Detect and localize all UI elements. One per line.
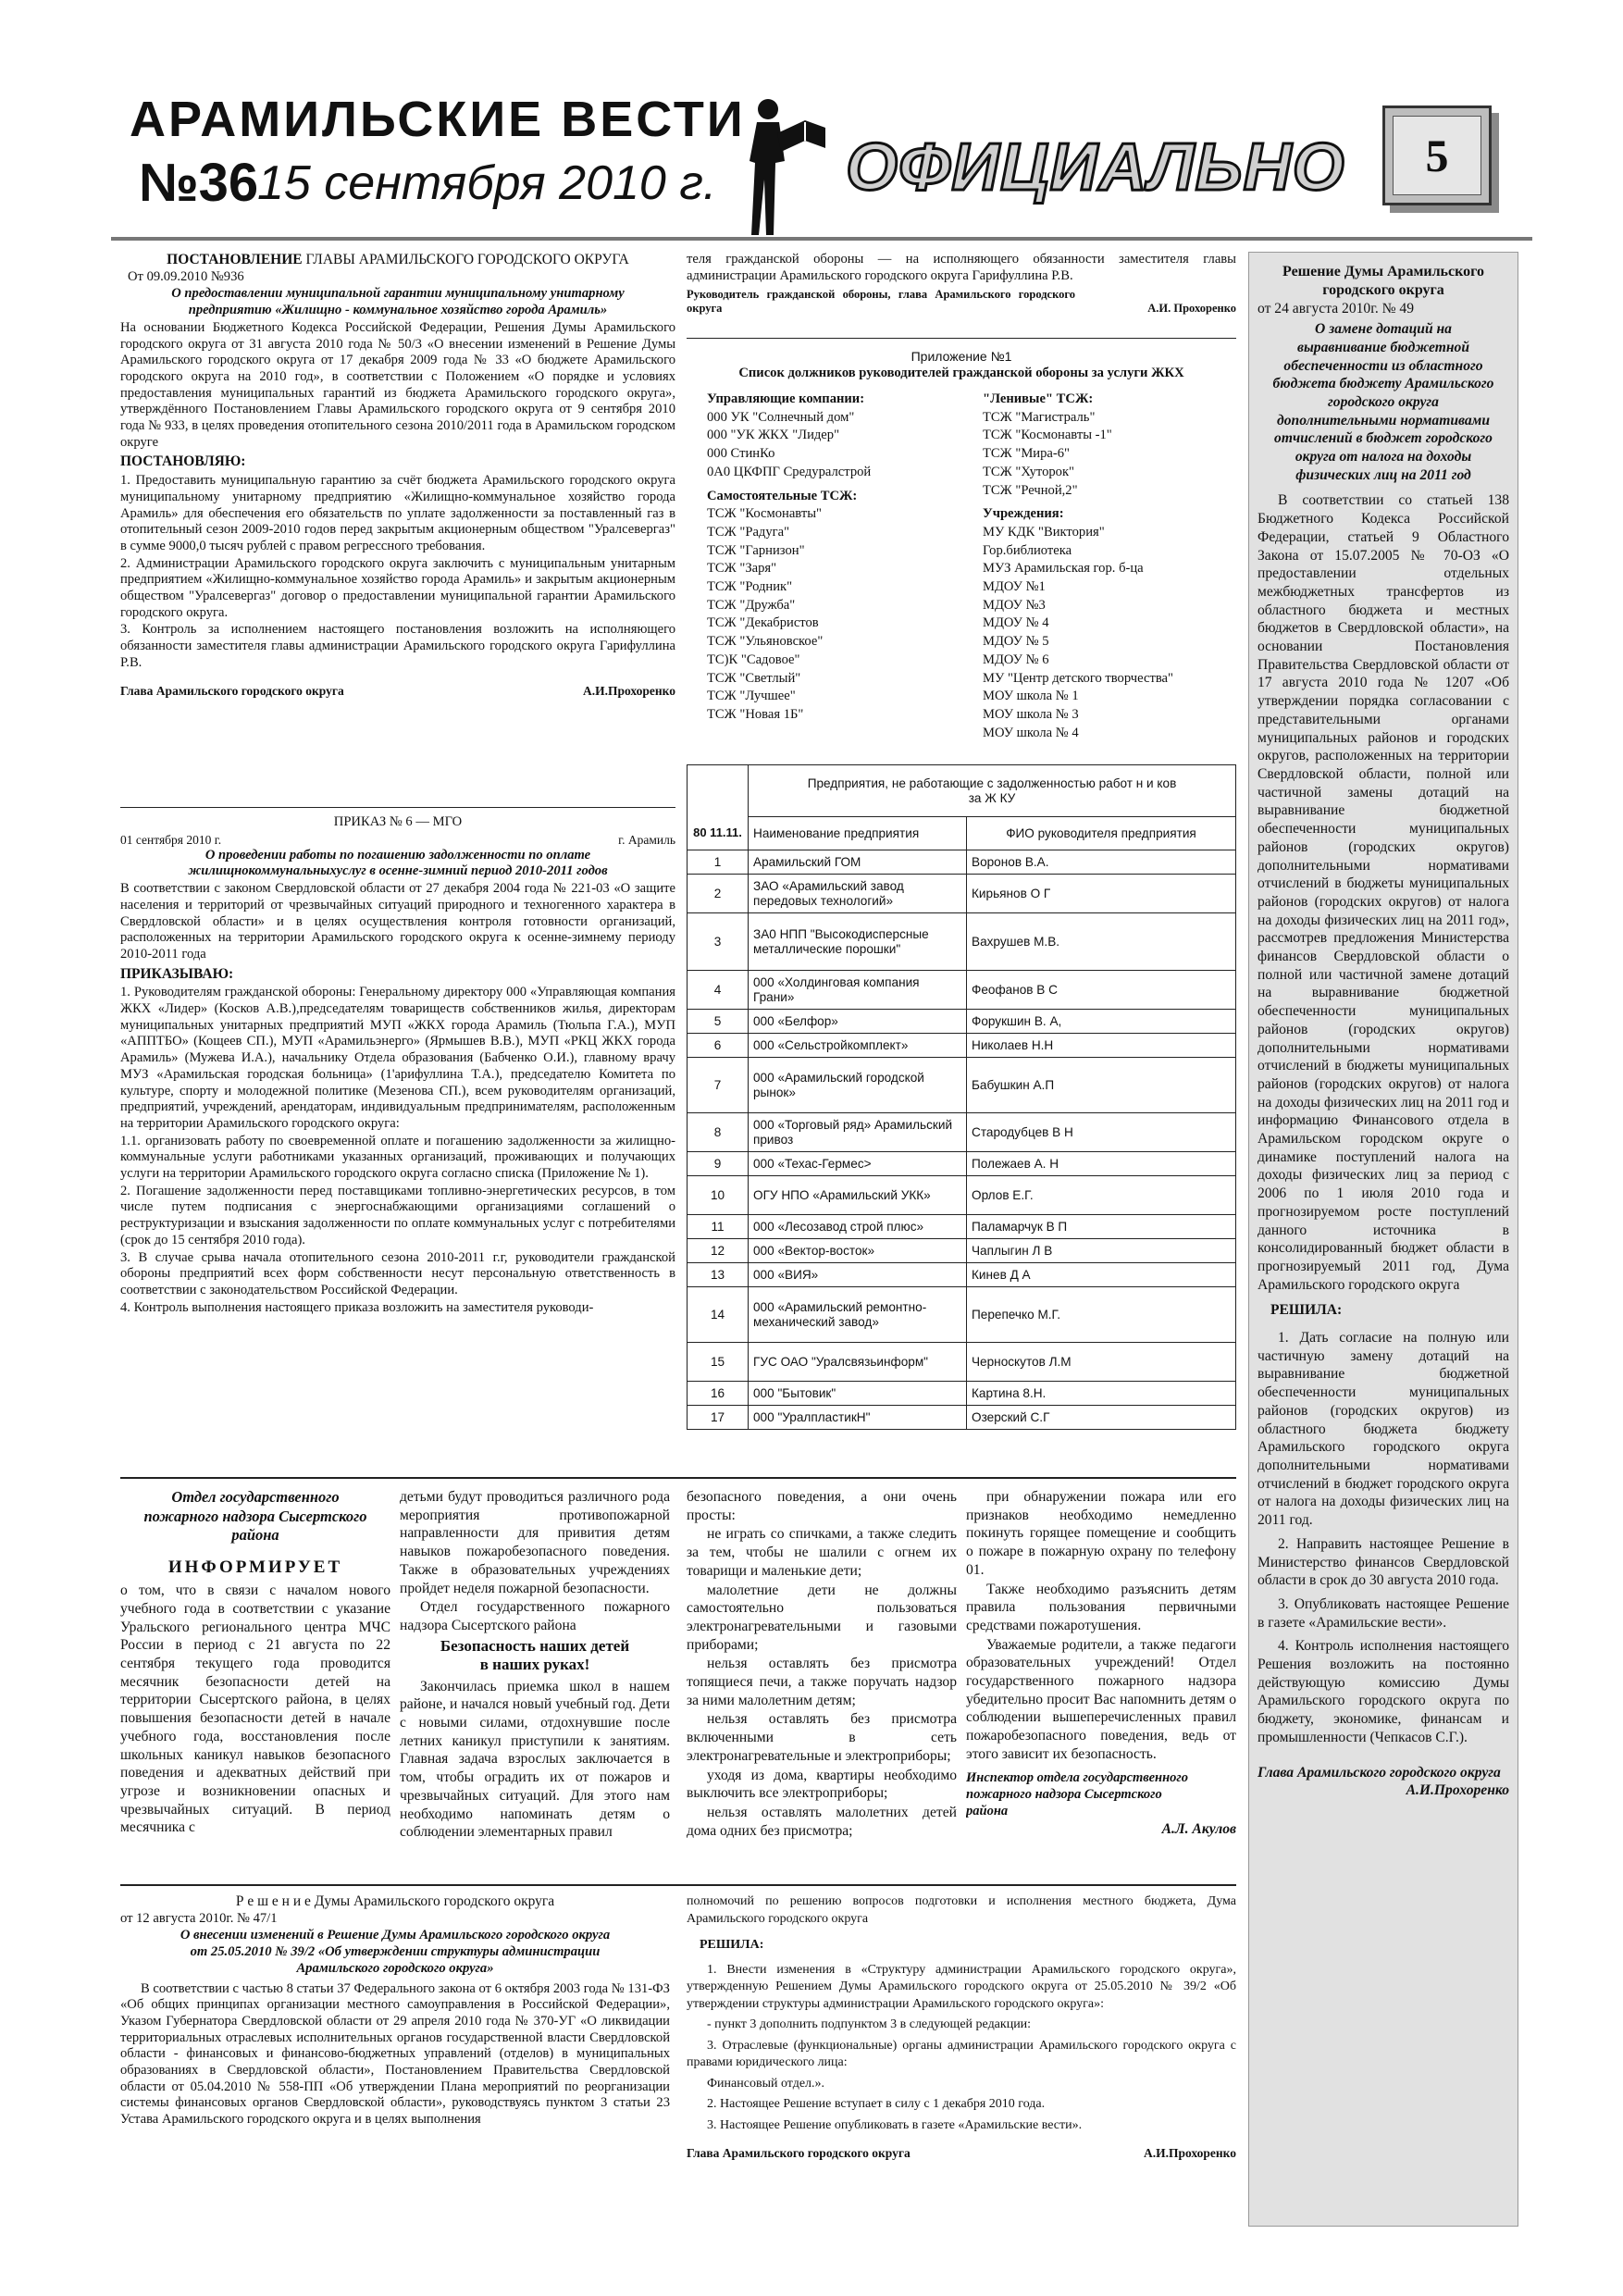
doc-signature: Глава Арамильского городского округа А.И.Прохоренко [687, 2146, 1236, 2160]
fire-org: Отдел государственного пожарного надзора Сысертского района [143, 1488, 367, 1544]
table-row [688, 1176, 1236, 1215]
doc-item: 3. В случае срыва начала отопительного сезона 2010-2011 г.г, руководители гражданской обороны предприятий всех форм собственности несут персональную ответственность в соответствии с законодательством Российской Федерации. [120, 1249, 675, 1297]
section-header [846, 130, 1345, 205]
doc-item: 1. Предоставить муниципальную гарантию за счёт бюджета Арамильского городского округа муниципальному унитарному предприятию «Жилищно-коммунальное хозяйство города Арамиль» для обеспечения его обязательств по уплате задолженности за поставленный газ в отопительный сезон 2009-2010 годов перед закрытым акционерным обществом "Уралсевергаз" в сумме 9000,0 тысяч рублей с правом регрессного требования. [120, 473, 675, 553]
doc-item: - пункт 3 дополнить подпунктом 3 в следующей редакции: [707, 2017, 1032, 2031]
row-number: 4 [688, 971, 749, 1010]
order-6 [120, 814, 675, 1473]
resolution-936 [120, 252, 675, 798]
director-name: Стародубцев В Н [967, 1113, 1236, 1152]
doc-date-place: 01 сентября 2010 г. г. Арамиль [120, 832, 675, 847]
list-item: 000 "УК ЖКХ "Лидер" [707, 428, 840, 443]
director-name: Озерский С.Г [967, 1406, 1236, 1430]
newspaper-name: АРАМИЛЬСКИЕ ВЕСТИ [130, 92, 746, 147]
masthead-rule [111, 237, 1532, 241]
divider [120, 1477, 1236, 1479]
side-sign: Глава Арамильского городского округа А.И.Прохоренко [1258, 1764, 1509, 1799]
company-name: 000 «Техас-Гермес> [749, 1152, 967, 1176]
row-number: 13 [688, 1263, 749, 1287]
company-name: ГУС ОАО "Уралсвязьинформ" [749, 1343, 967, 1382]
list-item: ТСЖ "Дружба" [707, 597, 796, 613]
table-row [688, 1287, 1236, 1343]
fire-sign: Инспектор отдела государственного пожарного надзора Сысертского района [966, 1769, 1188, 1818]
side-decision-49 [1258, 263, 1509, 2215]
page-number: 5 [1425, 130, 1449, 181]
table-row [688, 1239, 1236, 1263]
appendix-title: Список должников руководителей гражданской обороны за услуги ЖКХ [738, 366, 1184, 380]
director-name: Бабушкин А.П [967, 1058, 1236, 1113]
list-item: ТСЖ "Космонавты" [707, 506, 822, 522]
row-number: 9 [688, 1152, 749, 1176]
row-number: 8 [688, 1113, 749, 1152]
director-name: Николаев Н.Н [967, 1034, 1236, 1058]
fire-text: Также необходимо разъяснить детям правила пользования первичными средствами пожаротушения. [966, 1581, 1236, 1633]
fire-rule: нельзя оставлять без присмотра включенными в сеть электронагревательные и электроприборы; [687, 1711, 957, 1764]
list-item: МДОУ №3 [983, 597, 1046, 613]
fire-headline: Безопасность наших детей в наших руках! [440, 1636, 630, 1673]
director-name: Феофанов В С [967, 971, 1236, 1010]
doc-subject: О проведении работы по погашению задолженности по оплате жилищнокоммунальныхуслуг в осенне-зимний период 2010-2011 годов [188, 847, 608, 879]
director-name: Форукшин В. А, [967, 1010, 1236, 1034]
list-item: ТС)К "Садовое" [707, 652, 800, 667]
row-number: 5 [688, 1010, 749, 1034]
side-body: В соответствии со статьей 138 Бюджетного Кодекса Российской Федерации, статьей 9 Областного Закона от 15.07.2005 № 70-ОЗ «О предоставлении отдельных межбюджетных трансфертов из областного бюджета и местных бюджетов в Свердловской области», на основании Постановления Правительства Свердловской области от 17 августа 2010 года № 1207 «Об утверждении порядка согласовании с представительными органами муниципальных районов и городских округов, расположенных на территории Свердловской области, полной или частичной замены дотаций на выравнивание бюджетной обеспеченности муниципальных районов (городских округов) дополнительными нормативами отчислений в бюджеты муниципальных районов (городских округов) от налога на доходы физических лиц на 2011 год», рассмотрев предложения Министерства финансов Свердловской области о полной или частичной замене дотаций на выравнивание бюджетной обеспеченности муниципальных районов (городских округов) дополнительными нормативами отчислений в бюджеты муниципальных районов (городских округов) от налога на доходы физических лиц на 2011 год и информацию Финансового отдела в Арамильском городском округе о динамике поступлений налога на доходы физических лиц за период с 2006 по 1 июля 2010 года и прогнозируемом росте поступлений данного источника в консолидированный бюджет области в прогнозируемый 2011 год, Дума Арамильского городского округа [1258, 492, 1509, 1293]
doc-intro: В соответствии с законом Свердловской области от 27 декабря 2004 года № 221-03 «О защите населения и территорий от чрезвычайных ситуаций природного и техногенного характера в Свердловской области» и в целях осуществления контроля готовности организаций, расположенных на территории Арамильского городского округа к осенне-зимнему периоду 2010-2011 года [120, 881, 675, 962]
fire-text: при обнаружении пожара или его признаков необходимо немедленно покинуть горящее помещение и сообщить о пожаре в пожарную охрану по телефону 01. [966, 1489, 1236, 1578]
row-number: 1 [688, 850, 749, 875]
director-name: Кинев Д А [967, 1263, 1236, 1287]
list-item: МУ "Центр детского творчества" [983, 670, 1173, 686]
director-name: Кирьянов О Г [967, 875, 1236, 913]
fire-col-1 [120, 1488, 390, 1877]
company-name: 000 «Сельстройкомплект» [749, 1034, 967, 1058]
company-name: 000 «Арамильский городской рынок» [749, 1058, 967, 1113]
list-item: ТСЖ "Светлый" [707, 670, 801, 686]
table-row [688, 1406, 1236, 1430]
debt-table-box [687, 764, 1236, 1470]
list-item: ТСЖ "Гарнизон" [707, 542, 805, 558]
row-number: 12 [688, 1239, 749, 1263]
fire-text: Уважаемые родители, а также педагоги образовательных учреждений! Отдел государственного пожарного надзора убедительно просит Вас напомнить детям о соблюдении вышеперечисленных правил пожаробезопасного поведения, ведь от этого зависит их безопасность. [966, 1636, 1236, 1762]
director-name: Черноскутов Л.М [967, 1343, 1236, 1382]
row-number: 10 [688, 1176, 749, 1215]
list-item: МДОУ № 5 [983, 634, 1049, 650]
row-number: 14 [688, 1287, 749, 1343]
doc-cont: полномочий по решению вопросов подготовки и исполнения местного бюджета, Дума Арамильского городского округа [687, 1894, 1236, 1926]
row-number: 2 [688, 875, 749, 913]
list-item: ТСЖ "Радуга" [707, 524, 790, 540]
list-item: ТСЖ "Заря" [707, 561, 777, 577]
doc-item: 1.1. организовать работу по своевременной оплате и погашению задолженности за жилищно-коммунальные услуги работниками указанных организаций, проживающих и получающих услуги на территории Арамильского городского округа согласно списка (Приложение № 1). [120, 1133, 675, 1182]
list-item: МДОУ № 6 [983, 652, 1049, 667]
director-name: Перепечко М.Г. [967, 1287, 1236, 1343]
doc-item: 2. Администрации Арамильского городского округа заключить с муниципальным унитарным предприятием «Жилищно-коммунальное хозяйство города Арамиль» и закрытым акционерным обществом "Уралсевергаз" договор о предоставлении муниципальной гарантии Арамильского городского округа. [120, 555, 675, 620]
col-header-name: Наименование предприятия [749, 817, 967, 850]
table-row [688, 1010, 1236, 1034]
doc-item: Финансовый отдел.». [707, 2076, 825, 2091]
order-6-continued [687, 252, 1236, 326]
list-item: ТСЖ "Лучшее" [707, 689, 796, 704]
fire-rule: нельзя оставлять без присмотра топящиеся печи, а также поручать надзор за ними малолетним детям; [687, 1656, 957, 1708]
row-number: 3 [688, 913, 749, 971]
list-item: ТСЖ "Ульяновское" [707, 634, 824, 650]
issue-date: 15 сентября 2010 г. [257, 156, 717, 210]
table-row [688, 875, 1236, 913]
table-caption: Предприятия, не работающие с задолженностью работ н и ков за Ж КУ [749, 765, 1236, 817]
divider [120, 807, 675, 808]
fire-informs: ИНФОРМИРУЕТ [167, 1557, 343, 1577]
col-header-head: ФИО руководителя предприятия [967, 817, 1236, 850]
fire-rule: не играть со спичками, а также следить за тем, чтобы не шалили с огнем их товарищи и маленькие дети; [687, 1526, 957, 1579]
fire-col-4 [966, 1488, 1236, 1877]
company-name: ЗАО «Арамильский завод передовых технологий» [749, 875, 967, 913]
side-subject: О замене дотаций на выравнивание бюджетной обеспеченности из областного бюджета бюджету Арамильского городского округа дополнительными нормативами отчислений в бюджет городского округа от налога на доходы физических лиц на 2011 год [1272, 321, 1494, 483]
company-name: 000 «Вектор-восток» [749, 1239, 967, 1263]
decision-47-1 [120, 1893, 670, 2221]
row-number: 15 [688, 1343, 749, 1382]
fire-text: Закончилась приемка школ в нашем районе, и начался новый учебный год. Дети с новыми силами, отдохнувшие после летних каникул приступили к занятиям. Главная задача взрослых заключается в том, чтобы оградить их от пожаров и чрезвычайных ситуаций. Для этого нам необходимо напоминать детям о соблюдении элементарных правил [400, 1678, 670, 1841]
list-heading: Управляющие компании: [707, 391, 865, 406]
fire-col-3 [687, 1488, 957, 1877]
director-name: Паламарчук В П [967, 1215, 1236, 1239]
doc-number: От 09.09.2010 №936 [128, 268, 244, 284]
row-number: 17 [688, 1406, 749, 1430]
table-row [688, 1034, 1236, 1058]
appendix-1 [687, 348, 1236, 755]
list-item: МДОУ №1 [983, 579, 1046, 595]
table-row [688, 1058, 1236, 1113]
table-row [688, 1382, 1236, 1406]
fire-text: детьми будут проводиться различного рода мероприятия противопожарной направленности для привития детям навыков пожаробезопасного поведения. Также в образовательных учреждениях пройдет неделя пожарной безопасности. [400, 1489, 670, 1596]
fire-text: Отдел государственного пожарного надзора Сысертского района [400, 1599, 670, 1633]
director-name: Чаплыгин Л В [967, 1239, 1236, 1263]
list-item: ТСЖ "Новая 1Б" [707, 706, 804, 722]
list-item: МУЗ Арамильская гор. б-ца [983, 561, 1144, 577]
fire-rule: малолетние дети не должны самостоятельно пользоваться электронагревательными и газовыми приборами; [687, 1582, 957, 1653]
list-item: ТСЖ "Хуторок" [983, 464, 1075, 479]
list-item: МУ КДК "Виктория" [983, 524, 1105, 540]
doc-resolve: ПОСТАНОВЛЯЮ: [120, 453, 246, 470]
side-title: Решение Думы Арамильского городского округа [1282, 264, 1484, 298]
doc-cont: теля гражданской обороны — на исполняющего обязанности заместителя главы администрации Арамильского городского округа Гарифуллина Р.В. [687, 252, 1236, 283]
list-item: 000 УК "Солнечный дом" [707, 409, 855, 425]
doc-item: 1. Внести изменения в «Структуру администрации Арамильского городского округа», утвержденную Решением Думы Арамильского городского округа от 25.05.2010 № 39/2 «Об утверждении структуры администрации Арамильского городского округа»: [687, 1962, 1236, 2011]
company-name: 000 «Арамильский ремонтно-механический завод» [749, 1287, 967, 1343]
fire-text: безопасного поведения, а они очень просты: [687, 1489, 957, 1523]
decision-47-1-continued [687, 1893, 1236, 2221]
masthead [130, 91, 777, 230]
side-item: 3. Опубликовать настоящее Решение в газете «Арамильские вести». [1258, 1595, 1509, 1631]
doc-subject: О предоставлении муниципальной гарантии муниципальному унитарному предприятию «Жилищно - коммунальное хозяйство города Арамиль» [171, 286, 625, 318]
side-date: от 24 августа 2010г. № 49 [1258, 301, 1415, 317]
list-item: ТСЖ "Декабристов [707, 615, 819, 631]
debt-table [687, 764, 1236, 1430]
fire-text: о том, что в связи с началом нового учебного года в соответствии с указание Уральского регионального центра МЧС России в период с 21 августа по 22 сентября текущего года проводится месячник безопасности детей на территории Сысертского района, в целях повышения безопасности детей в начале учебного года, восстановления после школьных каникул навыков безопасного поведения и адекватных действий при угрозе и возникновении опасных и чрезвычайных ситуаций. В период месячника с [120, 1582, 390, 1836]
list-item: 0А0 ЦКФПГ Средуралстрой [707, 464, 872, 479]
list-item: ТСЖ "Речной,2" [983, 482, 1078, 498]
doc-title: ПРИКАЗ № 6 — МГО [333, 814, 463, 829]
company-name: 000 «Белфор» [749, 1010, 967, 1034]
list-heading: Учреждения: [983, 506, 1064, 522]
table-row [688, 1215, 1236, 1239]
doc-body: 1. Руководителям гражданской обороны: Генеральному директору 000 «Управляющая компания ЖКХ «Лидер» (Косков А.В.),председателям товариществ собственников жилья, директорам муниципальных унитарных предприятий МУП «ЖКХ города Арамиль (Тюльпа Г.А.), МУП «АППТБО» (Кощеев СП.), МУП «Арамильэнерго» (Ярмышев В.В.), МУП «РКЦ ЖКХ города Арамиль» (Мужева И.А.), начальнику Отдела образования (Бабченко О.И.), главному врачу МУЗ «Арамильская городская больница» (1'арифуллина Т.А.), председателю Комитета по культуре, спорту и молодежной политике (Мезенова СП.), всем руководителям организаций, предприятий, учреждений, арендаторам, индивидуальным предпринимателям, расположенным на территории Арамильского городского округа: [120, 985, 675, 1131]
list-heading: Самостоятельные ТСЖ: [707, 488, 858, 503]
company-name: Арамильский ГОМ [749, 850, 967, 875]
appendix-left-list [707, 391, 975, 725]
row-number: 16 [688, 1382, 749, 1406]
doc-date: от 12 августа 2010г. № 47/1 [120, 1910, 278, 1926]
director-name: Орлов Е.Г. [967, 1176, 1236, 1215]
doc-body: В соответствии с частью 8 статьи 37 Федерального закона от 6 октября 2003 года № 131-ФЗ «Об общих принципах организации местного самоуправления в Российской Федерации», Указом Губернатора Свердловской области от 29 апреля 2010 года № 370-УГ «О ликвидации территориальных отраслевых исполнительных органов государственной власти Свердловской области - финансовых и финансово-бюджетных управлений (отделов) в муниципальных образованиях в Свердловской области», Постановлением Правительства Свердловской области от 05.04.2010 № 558-ПП «Об утверждении Плана мероприятий по реорганизации системы финансовых органов Свердловской области», руководствуясь пунктом 3 статьи 23 Устава Арамильского городского округа и в целях выполнения [120, 1980, 670, 2128]
table-row [688, 913, 1236, 971]
fire-col-2 [400, 1488, 670, 1877]
row-number: 6 [688, 1034, 749, 1058]
reader-figure-icon [748, 96, 831, 244]
side-item: 1. Дать согласие на полную или частичную замену дотаций на выравнивание бюджетной обеспеченности муниципальных районов (городских округов) из областного бюджета бюджету Арамильского городского округа дополнительными нормативами отчислений в бюджет городского округа от налога на доходы физических лиц на 2011 год. [1258, 1330, 1509, 1529]
table-caption-row [688, 765, 1236, 817]
row-number: 7 [688, 1058, 749, 1113]
table-row [688, 971, 1236, 1010]
doc-intro: На основании Бюджетного Кодекса Российской Федерации, Решения Думы Арамильского городского округа от 31 августа 2010 года № 50/3 «О внесении изменений в Решение Думы Арамильского городского округа от 17 декабря 2009 года № 33 «О бюджете Арамильского городского округа на 2010 год», в соответствии с Положением «О порядке и условиях предоставления муниципальных гарантий из бюджета Арамильского городского округа», утверждённого Постановлением Главы Арамильского городского округа от 9 сентября 2010 года № 933, в целях проведения отопительного сезона 2010/2011 года в Арамильском городском округе [120, 319, 675, 450]
list-item: ТСЖ "Родник" [707, 579, 793, 595]
divider [120, 1884, 1236, 1886]
doc-title: ПОСТАНОВЛЕНИЕ ГЛАВЫ АРАМИЛЬСКОГО ГОРОДСКОГО ОКРУГА [167, 252, 629, 267]
company-name: 000 «Холдинговая компания Грани» [749, 971, 967, 1010]
doc-item: 2. Погашение задолженности перед поставщиками топливно-энергетических ресурсов, в том числе путем подписания с энергоснабжающими организациями соглашений о реструктуризации и взыскания задолженности по оплате коммунальных услуг с потребителями (срок до 15 сентября 2010 года). [120, 1183, 675, 1247]
list-item: ТСЖ "Магистраль" [983, 409, 1096, 425]
list-item: Гор.библиотека [983, 542, 1072, 558]
list-item: ТСЖ "Мира-6" [983, 446, 1071, 462]
table-row [688, 850, 1236, 875]
appendix-right-list [983, 391, 1233, 742]
divider [687, 338, 1236, 339]
issue-number: №36 [139, 153, 259, 213]
company-name: 000 «ВИЯ» [749, 1263, 967, 1287]
doc-resolve: РЕШИЛА: [700, 1938, 764, 1952]
table-row [688, 1152, 1236, 1176]
list-item: 000 СтинКо [707, 446, 775, 462]
director-name: Вахрушев М.В. [967, 913, 1236, 971]
table-row [688, 1113, 1236, 1152]
doc-item: 4. Контроль выполнения настоящего приказа возложить на заместителя руководи- [120, 1299, 594, 1315]
company-name: 000 «Лесозавод строй плюс» [749, 1215, 967, 1239]
side-resolve: РЕШИЛА: [1270, 1302, 1343, 1319]
section-title: ОФИЦИАЛЬНО [846, 130, 1345, 205]
doc-signature: Руководитель гражданской обороны, глава Арамильского городского округа А.И. Прохоренко [687, 288, 1236, 316]
director-name: Воронов В.А. [967, 850, 1236, 875]
doc-item: 3. Контроль за исполнением настоящего постановления возложить на исполняющего обязанности заместителя главы администрации Арамильского городского округа Гарифуллина Р.В. [120, 622, 675, 670]
page-number-box [1382, 105, 1492, 205]
table-row [688, 1343, 1236, 1382]
doc-title: Р е ш е н и е Думы Арамильского городского округа [235, 1893, 555, 1909]
doc-signature: Глава Арамильского городского округа А.И.Прохоренко [120, 683, 675, 698]
director-name: Полежаев А. Н [967, 1152, 1236, 1176]
company-name: 000 «Торговый ряд» Арамильский привоз [749, 1113, 967, 1152]
doc-subject: О внесении изменений в Решение Думы Арамильского городского округа от 25.05.2010 № 39/2 «Об утверждении структуры администрации Арамильского городского округа» [180, 1928, 611, 1976]
list-item: МОУ школа № 4 [983, 725, 1079, 740]
company-name: 000 "УралпластикН" [749, 1406, 967, 1430]
list-item: ТСЖ "Космонавты -1" [983, 428, 1112, 443]
fire-rule: нельзя оставлять малолетних детей дома одних без присмотра; [687, 1804, 957, 1839]
table-corner: 80 11.11. [688, 817, 749, 850]
doc-item: 3. Отраслевые (функциональные) органы администрации Арамильского городского округа с правами юридического лица: [687, 2038, 1236, 2069]
side-item: 4. Контроль исполнения настоящего Решения возложить на постоянно действующую комиссию Думы Арамильского городского округа по бюджету, экономике, финансам и промышленности (Чепкасов С.Г.). [1258, 1638, 1509, 1745]
list-item: МДОУ № 4 [983, 615, 1049, 631]
table-header [688, 817, 1236, 850]
table-row [688, 1263, 1236, 1287]
company-name: ЗА0 НПП "Высокодисперсные металлические порошки" [749, 913, 967, 971]
side-item: 2. Направить настоящее Решение в Министерство финансов Свердловской области в срок до 30 августа 2010 года. [1258, 1535, 1509, 1589]
doc-item: 2. Настоящее Решение вступает в силу с 1 декабря 2010 года. [707, 2097, 1046, 2111]
director-name: Картина 8.Н. [967, 1382, 1236, 1406]
doc-item: 3. Настоящее Решение опубликовать в газете «Арамильские вести». [707, 2117, 1083, 2132]
company-name: ОГУ НПО «Арамильский УКК» [749, 1176, 967, 1215]
fire-rule: уходя из дома, квартиры необходимо выключить все электроприборы; [687, 1767, 957, 1802]
company-name: 000 "Бытовик" [749, 1382, 967, 1406]
list-item: МОУ школа № 1 [983, 689, 1079, 704]
doc-resolve: ПРИКАЗЫВАЮ: [120, 965, 234, 982]
list-heading: "Ленивые" ТСЖ: [983, 391, 1094, 406]
fire-sign-name: А.Л. Акулов [1161, 1820, 1236, 1837]
list-item: МОУ школа № 3 [983, 706, 1079, 722]
appendix-label: Приложение №1 [911, 349, 1012, 364]
row-number: 11 [688, 1215, 749, 1239]
